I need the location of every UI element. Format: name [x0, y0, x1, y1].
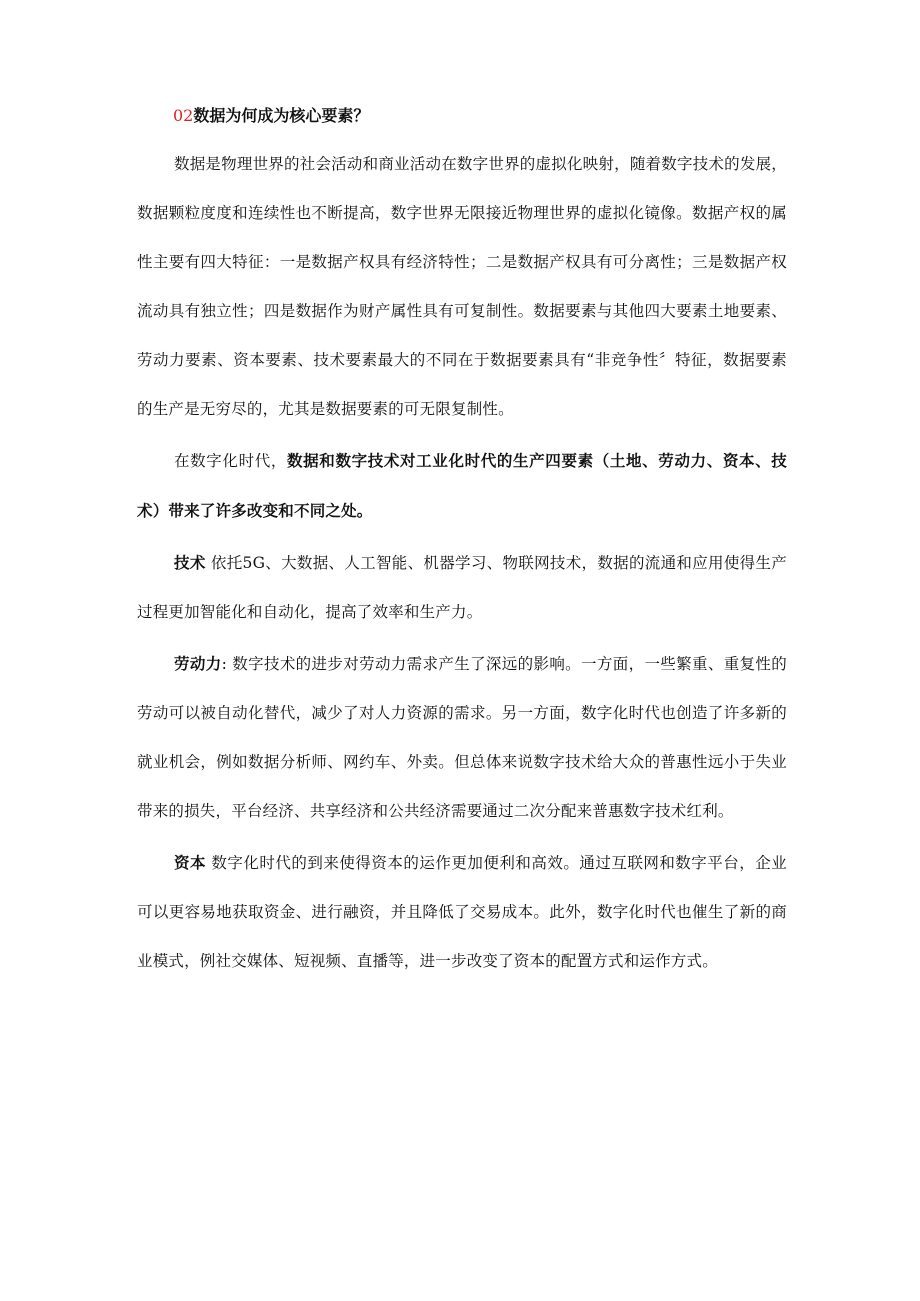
paragraph-digital-era-prefix: 在数字化时代，	[174, 452, 288, 470]
paragraph-technology-body: 依托5G、大数据、人工智能、机器学习、物联网技术，数据的流通和应用使得生产过程更加智能化和自动化，提高了效率和生产力。	[137, 554, 787, 621]
section-title: 数据为何成为核心要素？	[193, 106, 370, 125]
paragraph-capital-lead: 资本	[174, 853, 206, 872]
document-body	[137, 100, 787, 986]
paragraph-capital-body: 数字化时代的到来使得资本的运作更加便利和高效。通过互联网和数字平台，企业可以更容易地获取资金、进行融资，并且降低了交易成本。此外，数字化时代也催生了新的商业模式，例社交媒体、短视频、直播等，进一步改变了资本的配置方式和运作方式。	[137, 854, 787, 970]
paragraph-labor-lead: 劳动力	[174, 654, 222, 673]
paragraph-capital	[137, 838, 787, 986]
paragraph-digital-era	[137, 436, 787, 536]
section-number: 02	[173, 106, 194, 125]
section-heading	[173, 100, 787, 132]
paragraph-digital-era-emphasis: 数据和数字技术对工业化时代的生产四要素（土地、劳动力、资本、技术）带来了许多改变和不同之处。	[137, 451, 788, 520]
paragraph-labor-body: : 数字技术的进步对劳动力需求产生了深远的影响。一方面，一些繁重、重复性的劳动可以被自动化替代，减少了对人力资源的需求。另一方面，数字化时代也创造了许多新的就业机会，例如数据分析师、网约车、外卖。但总体来说数字技术给大众的普惠性远小于失业带来的损失，平台经济、共享经济和公共经济需要通过二次分配来普惠数字技术红利。	[137, 655, 787, 820]
paragraph-data-definition: 数据是物理世界的社会活动和商业活动在数字世界的虚拟化映射，随着数字技术的发展，数据颗粒度度和连续性也不断提高，数字世界无限接近物理世界的虚拟化镜像。数据产权的属性主要有四大特征：一是数据产权具有经济特性；二是数据产权具有可分离性；三是数据产权流动具有独立性；四是数据作为财产属性具有可复制性。数据要素与其他四大要素土地要素、劳动力要素、资本要素、技术要素最大的不同在于数据要素具有“非竞争性〞特征，数据要素的生产是无穷尽的，尤其是数据要素的可无限复制性。	[137, 155, 787, 418]
paragraph-technology-lead: 技术	[174, 553, 206, 572]
paragraph-labor	[137, 639, 787, 836]
paragraph-technology	[137, 538, 787, 637]
